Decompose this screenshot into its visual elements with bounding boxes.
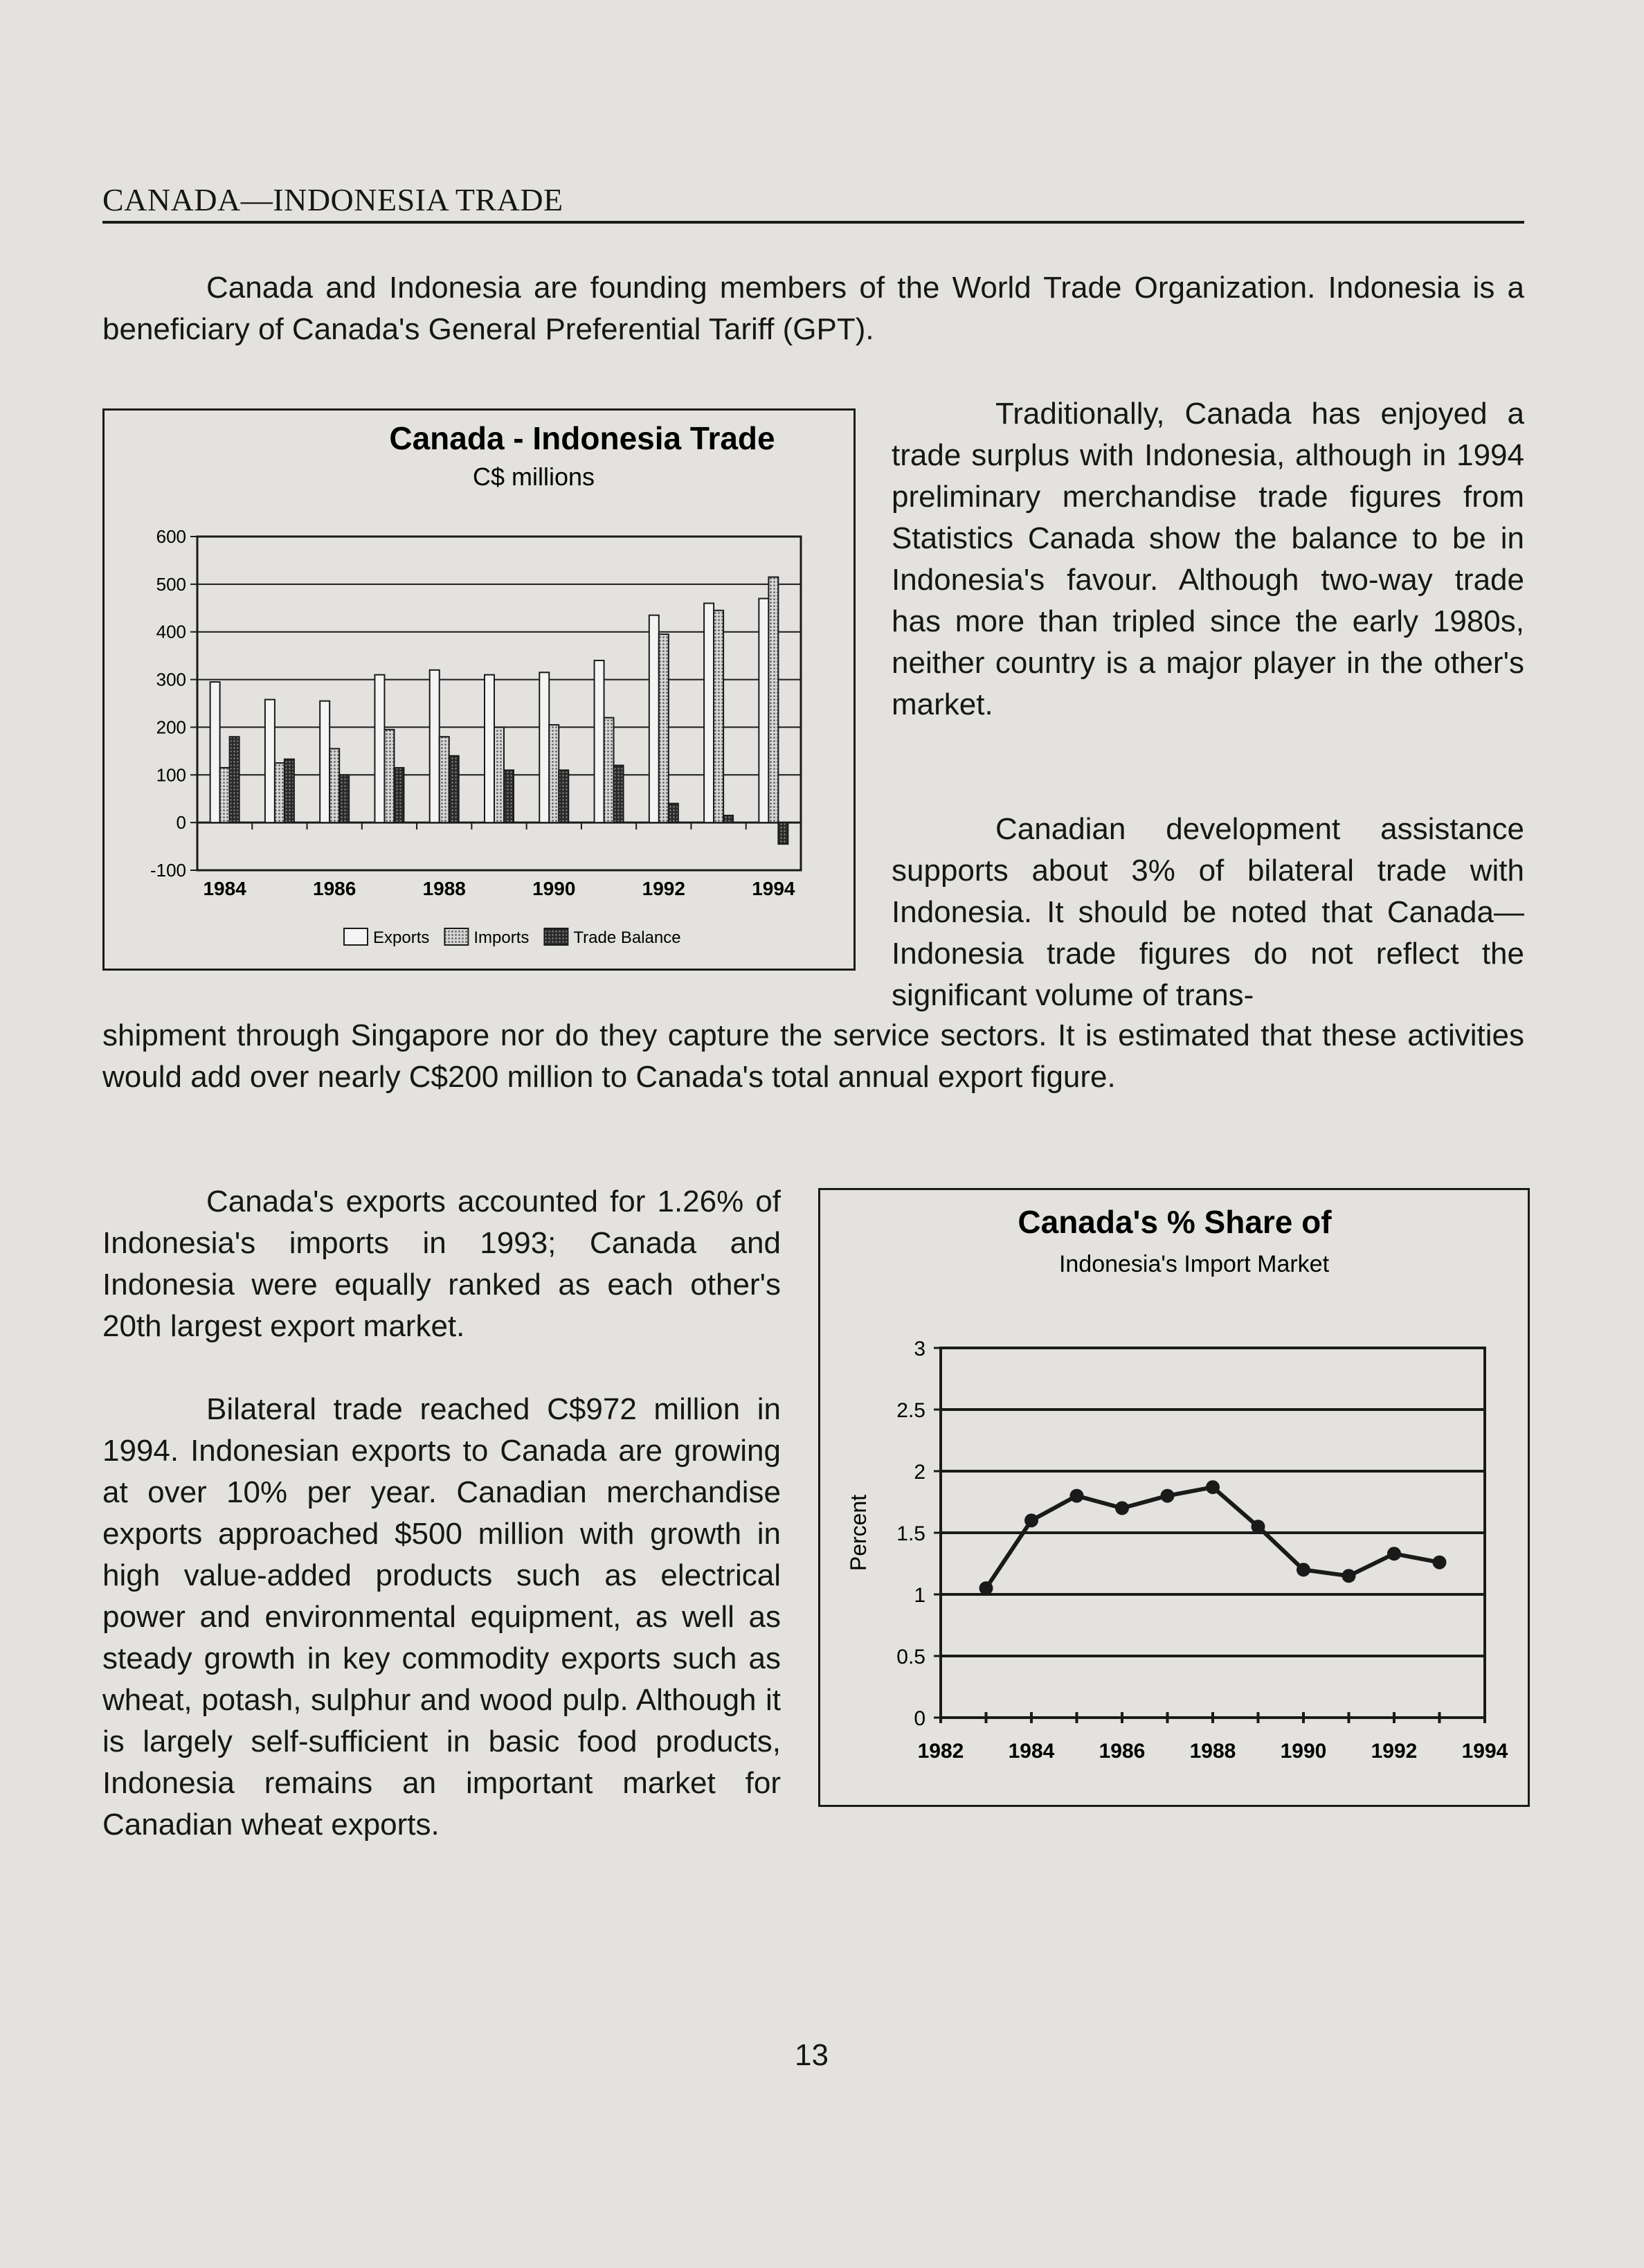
bar-trade-balance — [778, 822, 788, 844]
bar-imports — [275, 763, 284, 822]
bar-trade-balance — [504, 770, 514, 822]
bar-exports — [320, 701, 329, 823]
bar-imports — [768, 577, 778, 823]
paragraph-export-share: Canada's exports accounted for 1.26% of Indonesia's imports in 1993; Canada and Indonesia were equally ranked as each other's 20th largest export market. — [102, 1185, 781, 1343]
bar-x-tick-label: 1994 — [752, 878, 795, 899]
share-point — [1252, 1520, 1265, 1533]
share-point — [1161, 1489, 1175, 1503]
share-point — [1297, 1563, 1310, 1576]
bar-y-tick-label: 200 — [156, 717, 186, 738]
bar-exports — [430, 670, 440, 822]
bar-exports — [704, 603, 714, 822]
bar-imports — [714, 611, 723, 822]
bar-imports — [549, 725, 559, 822]
bar-y-tick-label: 0 — [176, 812, 186, 834]
bar-chart-subtitle: C$ millions — [472, 462, 595, 491]
bar-x-tick-label: 1992 — [642, 878, 685, 899]
share-point — [1433, 1556, 1447, 1569]
line-x-tick-label: 1990 — [1280, 1740, 1327, 1763]
share-point — [1342, 1569, 1356, 1583]
share-point — [1070, 1489, 1084, 1503]
bar-y-tick-label: 300 — [156, 669, 186, 690]
page-number: 13 — [795, 2038, 829, 2072]
bar-exports — [210, 682, 220, 822]
bar-y-tick-label: 500 — [156, 573, 186, 595]
legend-swatch-trade-balance — [544, 928, 568, 945]
bar-y-tick-label: 600 — [156, 526, 186, 547]
trade-bar-chart — [105, 411, 853, 969]
line-chart-title: Canada's % Share of — [1018, 1204, 1332, 1240]
bar-y-tick-label: 100 — [156, 764, 186, 786]
line-y-tick-label: 2.5 — [896, 1399, 925, 1422]
legend-swatch-imports — [444, 928, 468, 945]
bar-exports — [539, 672, 549, 822]
legend-label: Imports — [473, 928, 530, 947]
legend-label: Exports — [373, 928, 430, 947]
share-line — [986, 1487, 1440, 1588]
bar-trade-balance — [723, 816, 733, 822]
bar-imports — [659, 634, 669, 822]
line-y-tick-label: 1 — [914, 1584, 925, 1607]
bar-x-tick-label: 1988 — [422, 878, 466, 899]
line-x-tick-label: 1994 — [1461, 1740, 1508, 1763]
bar-x-tick-label: 1984 — [203, 878, 246, 899]
legend-swatch-exports — [344, 928, 368, 945]
line-y-tick-label: 1.5 — [896, 1522, 925, 1545]
paragraph-wto: Canada and Indonesia are founding members of the World Trade Organization. Indonesia is a beneficiary of Canada's General Preferential Tariff (GPT). — [102, 271, 1524, 346]
bar-imports — [494, 727, 504, 822]
share-point — [1206, 1480, 1220, 1494]
legend-label: Trade Balance — [573, 928, 681, 947]
line-x-tick-label: 1992 — [1371, 1740, 1418, 1763]
line-y-tick-label: 0 — [914, 1707, 925, 1730]
line-chart-subtitle: Indonesia's Import Market — [1058, 1251, 1330, 1277]
share-point — [1387, 1547, 1401, 1560]
bar-trade-balance — [449, 756, 459, 822]
share-line-chart-frame — [818, 1188, 1530, 1807]
bar-trade-balance — [559, 770, 568, 822]
paragraph-trade-surplus: Traditionally, Canada has enjoyed a trade surplus with Indonesia, although in 1994 preliminary merchandise trade figures from Statistics Canada show the balance to be in Indonesia's favour. Although two-way trade has more than tripled since the early 1980s, neither country is a major player in the other's market. — [892, 397, 1524, 721]
bar-exports — [265, 699, 275, 822]
bar-exports — [759, 599, 768, 823]
line-y-axis-label: Percent — [846, 1494, 871, 1572]
bar-x-tick-label: 1986 — [313, 878, 356, 899]
paragraph-development-assistance: Canadian development assistance supports about 3% of bilateral trade with Indonesia. It should be noted that Canada—Indonesia trade figures do not reflect the significant volume of trans- — [892, 812, 1524, 1012]
line-y-tick-label: 0.5 — [896, 1646, 925, 1668]
section-header — [102, 181, 1524, 224]
bar-imports — [604, 718, 614, 822]
line-y-tick-label: 2 — [914, 1461, 925, 1484]
bar-imports — [329, 748, 339, 822]
bar-trade-balance — [284, 759, 294, 823]
bar-imports — [440, 737, 449, 822]
share-point — [1115, 1501, 1129, 1515]
bar-imports — [220, 768, 230, 822]
bar-y-tick-label: -100 — [150, 860, 186, 881]
bar-exports — [485, 675, 494, 822]
bar-trade-balance — [669, 804, 678, 823]
line-y-tick-label: 3 — [914, 1338, 925, 1360]
bar-trade-balance — [394, 768, 404, 822]
bar-imports — [384, 730, 394, 822]
bar-trade-balance — [339, 775, 349, 822]
bar-exports — [374, 675, 384, 822]
bar-y-tick-label: 400 — [156, 621, 186, 642]
share-point — [1024, 1513, 1038, 1527]
paragraph-bilateral-trade: Bilateral trade reached C$972 million in 1994. Indonesian exports to Canada are growing at over 10% per year. Canadian merchandise exports approached $500 million with growth in high value-added products such as electrical power and environmental equipment, as well as steady growth in key commodity exports such as wheat, potash, sulphur and wood pulp. Although it is largely self-sufficient in basic food products, Indonesia remains an important market for Canadian wheat exports. — [102, 1392, 781, 1842]
bar-trade-balance — [614, 766, 624, 823]
line-x-tick-label: 1986 — [1099, 1740, 1146, 1763]
bar-exports — [595, 660, 604, 822]
bar-chart-title: Canada - Indonesia Trade — [389, 420, 775, 456]
line-x-tick-label: 1984 — [1008, 1740, 1055, 1763]
share-point — [979, 1581, 993, 1595]
line-x-tick-label: 1982 — [917, 1740, 964, 1763]
paragraph-transshipment: shipment through Singapore nor do they capture the service sectors. It is estimated that these activities would add over nearly C$200 million to Canada's total annual export figure. — [102, 1018, 1524, 1094]
bar-exports — [649, 615, 659, 823]
trade-bar-chart-frame — [102, 408, 856, 971]
line-x-tick-label: 1988 — [1189, 1740, 1236, 1763]
bar-trade-balance — [230, 737, 240, 822]
share-line-chart — [820, 1190, 1528, 1805]
bar-x-tick-label: 1990 — [532, 878, 576, 899]
section-title: CANADA—INDONESIA TRADE — [102, 182, 563, 217]
